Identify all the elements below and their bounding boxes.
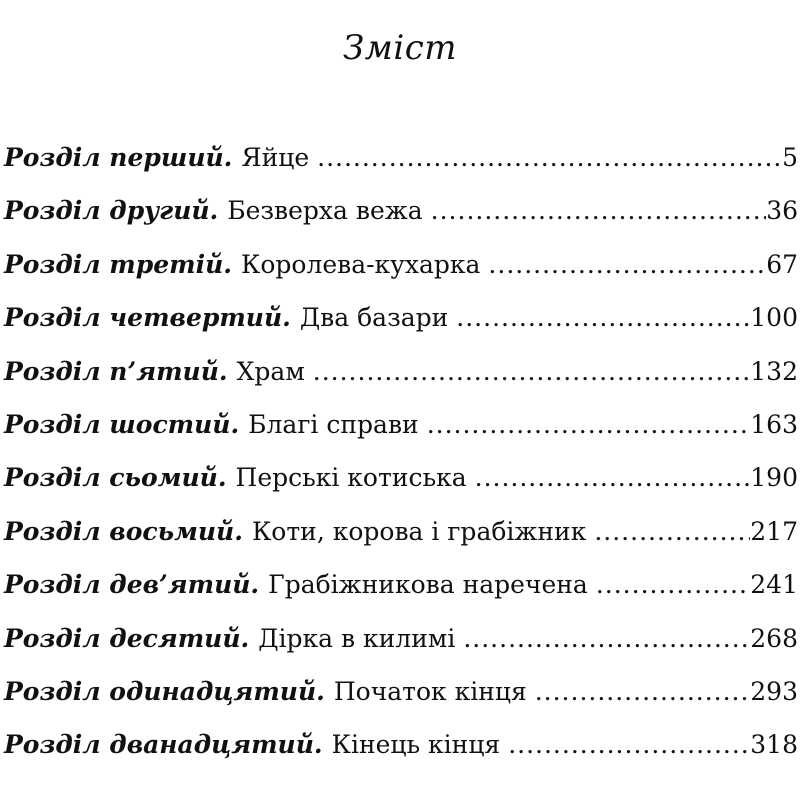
dot-leader (488, 243, 766, 287)
chapter-label: Розділ десятий. (4, 623, 250, 653)
chapter-title: Грабіжникова наречена (268, 570, 588, 600)
chapter-title: Коти, корова і грабіжник (251, 516, 587, 546)
page-number: 318 (750, 730, 798, 760)
page-number: 190 (750, 463, 798, 493)
dot-leader (463, 617, 750, 661)
toc-entry-1 (4, 136, 798, 189)
page-number: 132 (750, 356, 798, 386)
dot-leader (317, 136, 782, 180)
chapter-title: Королева-кухарка (240, 249, 481, 279)
page-number: 5 (782, 143, 798, 172)
toc-entry-4 (4, 296, 798, 349)
dot-leader (313, 350, 751, 394)
chapter-title: Початок кінця (333, 676, 527, 706)
toc-list (4, 136, 798, 777)
toc-entry-3 (4, 243, 798, 296)
chapter-title: Кінець кінця (331, 730, 501, 760)
toc-entry-7 (4, 456, 798, 509)
toc-entry-6 (4, 403, 798, 456)
chapter-title: Безверха вежа (227, 196, 423, 226)
dot-leader (508, 723, 750, 767)
toc-entry-11 (4, 670, 798, 723)
page-number: 163 (750, 409, 798, 439)
toc-entry-9 (4, 563, 798, 616)
chapter-title: Два базари (299, 303, 449, 333)
page-number: 293 (750, 676, 798, 706)
page-number: 268 (750, 623, 798, 653)
dot-leader (431, 189, 767, 233)
toc-entry-5 (4, 350, 798, 403)
chapter-title: Яйце (241, 143, 310, 172)
chapter-label: Розділ третій. (4, 249, 232, 279)
dot-leader (596, 563, 750, 607)
dot-leader (594, 510, 750, 554)
chapter-label: Розділ п’ятий. (4, 356, 228, 386)
chapter-label: Розділ одинадцятий. (4, 676, 325, 706)
page-number: 67 (766, 249, 798, 279)
chapter-title: Храм (236, 356, 305, 386)
page-number: 100 (750, 303, 798, 333)
dot-leader (535, 670, 751, 714)
chapter-label: Розділ другий. (4, 196, 219, 226)
dot-leader (427, 403, 751, 447)
toc-entry-2 (4, 189, 798, 242)
chapter-label: Розділ дванадцятий. (4, 730, 323, 760)
chapter-label: Розділ перший. (4, 143, 233, 172)
page-number: 36 (766, 196, 798, 226)
chapter-title: Благі справи (248, 409, 419, 439)
chapter-label: Розділ дев’ятий. (4, 570, 260, 600)
chapter-title: Дірка в килимі (258, 623, 456, 653)
chapter-title: Перські котиська (235, 463, 467, 493)
toc-entry-8 (4, 510, 798, 563)
chapter-label: Розділ четвертий. (4, 303, 291, 333)
toc-title: Зміст (342, 28, 458, 68)
page-number: 241 (750, 570, 798, 600)
chapter-label: Розділ восьмий. (4, 516, 243, 546)
toc-entry-12 (4, 723, 798, 776)
toc-entry-10 (4, 617, 798, 670)
chapter-label: Розділ шостий. (4, 409, 240, 439)
chapter-label: Розділ сьомий. (4, 463, 227, 493)
dot-leader (456, 296, 750, 340)
dot-leader (475, 456, 751, 500)
page-number: 217 (750, 516, 798, 546)
